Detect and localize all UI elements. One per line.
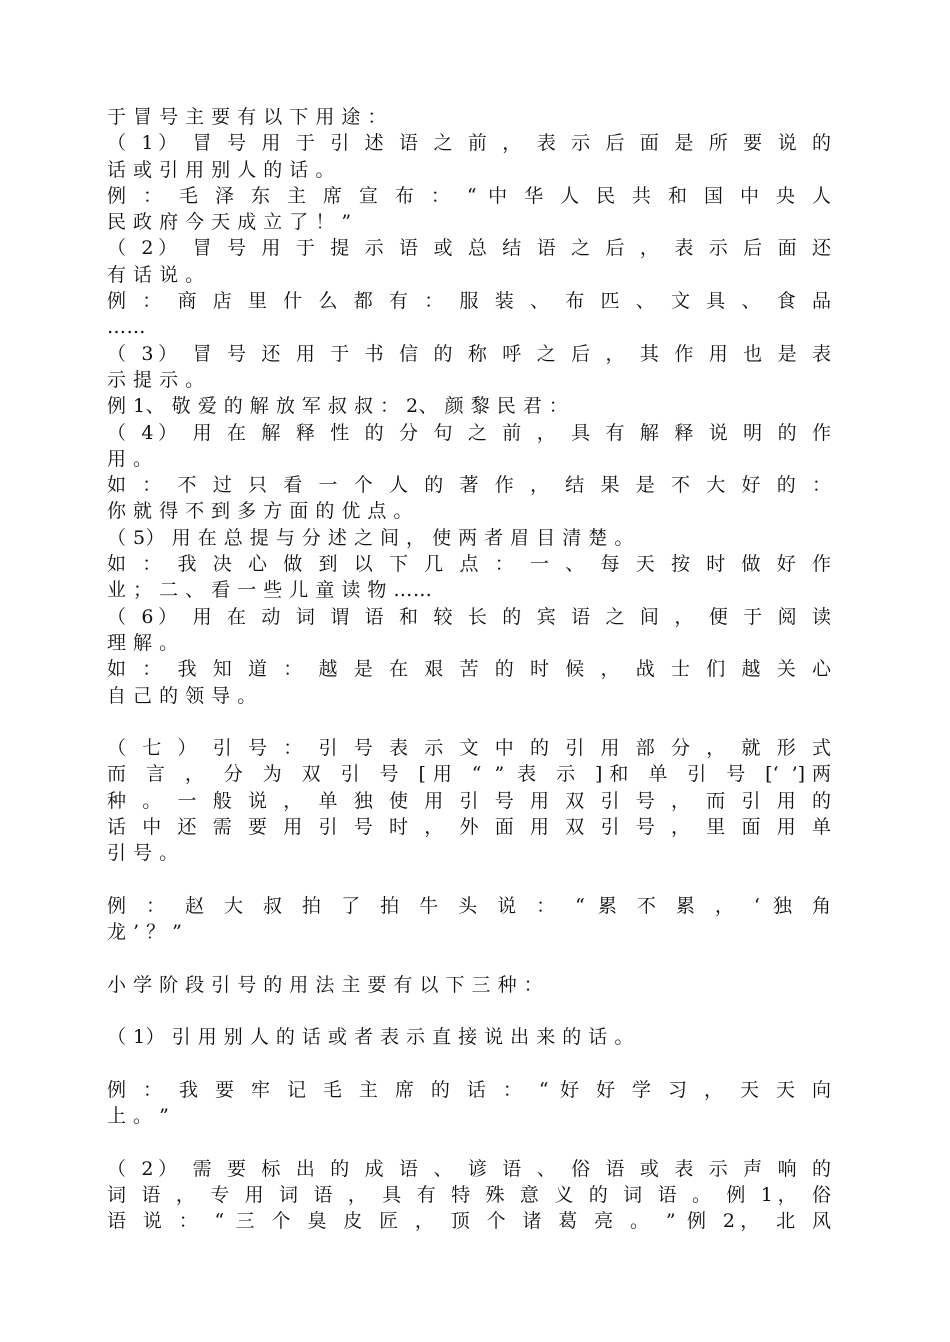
paragraph-example [107, 893, 831, 946]
paragraph-quote-use-1 [107, 1024, 831, 1050]
text-line: 龙 ’ ？ ” [107, 921, 183, 944]
text-line: 于 冒 号 主 要 有 以 下 用 途 ： [107, 106, 387, 128]
paragraph-colon-use-4 [107, 420, 831, 473]
paragraph-colon-use-5 [107, 525, 831, 551]
text-line: 上 。 ” [107, 1105, 170, 1128]
text-line: 示 提 示 。 [107, 368, 205, 391]
paragraph-quote-use-2 [107, 1156, 831, 1235]
paragraph-gap [107, 1051, 831, 1077]
text-line: 词 语 ， 专 用 词 语 ， 具 有 特 殊 意 义 的 词 语 。 例 1， 俗 [107, 1184, 831, 1207]
document-body [107, 104, 831, 1235]
text-line: 例 ： 商 店 里 什 么 都 有 ： 服 装 、 布 匹 、 文 具 、 食 品 [107, 290, 831, 313]
paragraph-gap [107, 946, 831, 972]
text-line: 有 话 说 。 [107, 263, 205, 286]
paragraph-gap [107, 709, 831, 735]
text-line: 自 己 的 领 导 。 [107, 684, 257, 707]
paragraph-example [107, 656, 831, 709]
text-line: （ 1） 冒 号 用 于 引 述 语 之 前 ， 表 示 后 面 是 所 要 说 的 [107, 132, 831, 155]
text-line: （ 七 ） 引 号 ： 引 号 表 示 文 中 的 引 用 部 分 ， 就 形 式 [107, 737, 831, 760]
paragraph-quote-usage-intro [107, 972, 831, 998]
paragraph-example [107, 288, 831, 341]
text-line: 业 ； 二 、 看 一 些 儿 童 读 物 …… [107, 579, 433, 602]
text-line: （ 6） 用 在 动 词 谓 语 和 较 长 的 宾 语 之 间 ， 便 于 阅 读 [107, 605, 831, 628]
paragraph-example [107, 183, 831, 236]
paragraph-quotation-marks [107, 735, 831, 866]
text-line: 民 政 府 今 天 成 立 了 ！ ” [107, 211, 352, 234]
text-line: 语 说 ： “ 三 个 臭 皮 匠 ， 顶 个 诸 葛 亮 。 ” 例 2， 北 风 [107, 1210, 831, 1233]
paragraph-gap [107, 1130, 831, 1156]
text-line: （ 4） 用 在 解 释 性 的 分 句 之 前 ， 具 有 解 释 说 明 的 作 [107, 421, 831, 444]
paragraph-colon-intro [107, 104, 831, 130]
paragraph-example [107, 393, 831, 419]
text-line: （ 1） 引 用 别 人 的 话 或 者 表 示 直 接 说 出 来 的 话 。 [107, 1026, 634, 1049]
text-line: 如 ： 我 决 心 做 到 以 下 几 点 ： 一 、 每 天 按 时 做 好 作 [107, 553, 831, 576]
text-line: 如 ： 我 知 道 ： 越 是 在 艰 苦 的 时 候 ， 战 士 们 越 关 心 [107, 658, 831, 681]
text-line: （ 5） 用 在 总 提 与 分 述 之 间 ， 使 两 者 眉 目 清 楚 。 [107, 526, 634, 549]
text-line: （ 3） 冒 号 还 用 于 书 信 的 称 呼 之 后 ， 其 作 用 也 是 表 [107, 342, 831, 365]
paragraph-colon-use-3 [107, 341, 831, 394]
paragraph-example [107, 1077, 831, 1130]
text-line: 如 ： 不 过 只 看 一 个 人 的 著 作 ， 结 果 是 不 大 好 的 ： [107, 474, 831, 497]
paragraph-example [107, 472, 831, 525]
paragraph-colon-use-1 [107, 130, 831, 183]
paragraph-gap [107, 998, 831, 1024]
paragraph-colon-use-2 [107, 235, 831, 288]
text-line: 理 解 。 [107, 631, 179, 654]
text-line: （ 2） 需 要 标 出 的 成 语 、 谚 语 、 俗 语 或 表 示 声 响 的 [107, 1157, 831, 1180]
text-line: 你 就 得 不 到 多 方 面 的 优 点 。 [107, 500, 413, 523]
paragraph-gap [107, 867, 831, 893]
paragraph-colon-use-6 [107, 604, 831, 657]
text-line: 例 ： 毛 泽 东 主 席 宣 布 ： “ 中 华 人 民 共 和 国 中 央 人 [107, 184, 831, 207]
text-line: （ 2） 冒 号 用 于 提 示 语 或 总 结 语 之 后 ， 表 示 后 面 还 [107, 237, 831, 260]
text-line: 例 1、 敬 爱 的 解 放 军 叔 叔 ： 2、 颜 黎 民 君 ： [107, 395, 569, 418]
text-line: 话 或 引 用 别 人 的 话 。 [107, 158, 335, 181]
text-line: 话 中 还 需 要 用 引 号 时 ， 外 面 用 双 引 号 ， 里 面 用 单 [107, 816, 831, 839]
text-line: …… [107, 316, 146, 339]
text-line: 小 学 阶 段 引 号 的 用 法 主 要 有 以 下 三 种 ： [107, 973, 544, 996]
text-line: 例 ： 我 要 牢 记 毛 主 席 的 话 ： “ 好 好 学 习 ， 天 天 向 [107, 1078, 831, 1101]
text-line: 用 。 [107, 447, 153, 470]
text-line: 例 ： 赵 大 叔 拍 了 拍 牛 头 说 ： “ 累 不 累 ， ‘ 独 角 [107, 894, 831, 917]
paragraph-example [107, 551, 831, 604]
text-line: 引 号 。 [107, 842, 179, 865]
text-line: 而 言 ， 分 为 双 引 号 [用 “ ” 表 示 ]和 单 引 号 [‘ ’]两 [107, 763, 831, 786]
text-line: 种 。 一 般 说 ， 单 独 使 用 引 号 用 双 引 号 ， 而 引 用 的 [107, 789, 831, 812]
